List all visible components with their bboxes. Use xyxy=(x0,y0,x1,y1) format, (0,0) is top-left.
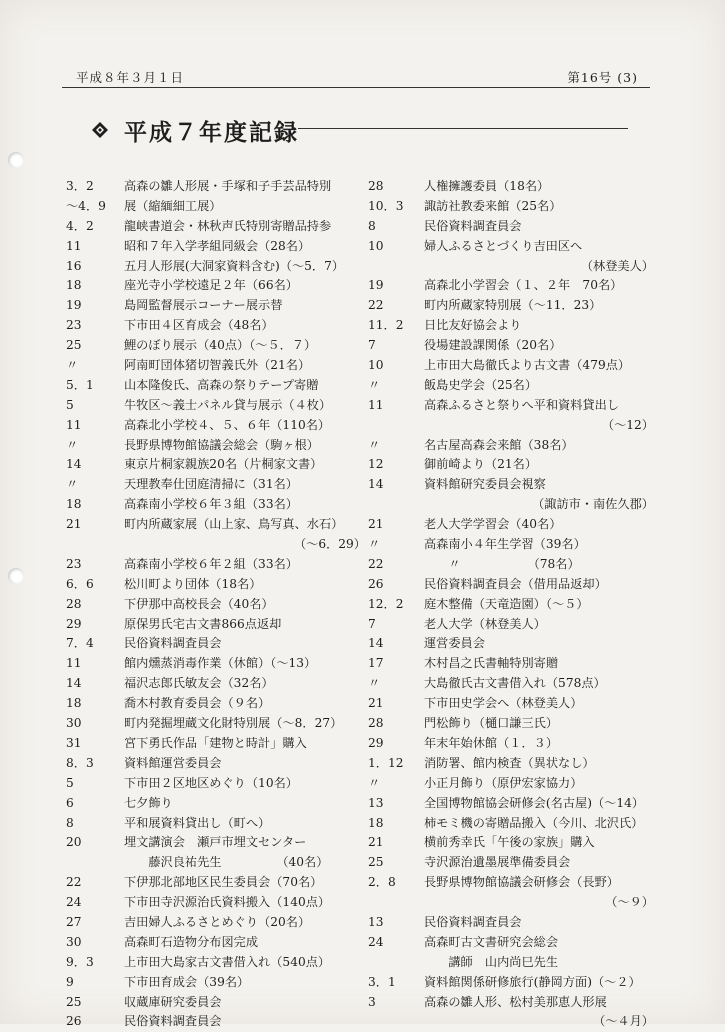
record-text: 島岡監督展示コーナー展示替 xyxy=(124,298,283,313)
record-entry xyxy=(66,555,366,575)
record-entry xyxy=(368,993,654,1013)
record-text: 婦人ふるさとづくり吉田区へ xyxy=(424,238,583,253)
record-text: 五月人形展(大洞家資料含む)（～5．7） xyxy=(124,258,345,273)
record-date: 3 xyxy=(368,994,376,1009)
binder-hole-icon xyxy=(8,568,24,584)
record-date: 8 xyxy=(66,815,74,830)
record-date: 7 xyxy=(368,616,376,631)
record-entry xyxy=(368,634,654,654)
record-date: 2．8 xyxy=(368,875,396,890)
record-text: 藤沢良祐先生 （40名） xyxy=(124,855,329,870)
record-date: 3．2 xyxy=(66,179,94,193)
record-text: 高森南小４年生学習（39名） xyxy=(424,537,586,552)
record-entry xyxy=(66,734,366,754)
record-date: 9．3 xyxy=(66,954,94,969)
record-entry xyxy=(368,177,654,197)
record-text: 庭木整備（天竜造園）（～５） xyxy=(424,596,589,611)
record-date: 21 xyxy=(368,696,384,711)
record-entry xyxy=(66,455,366,475)
record-entry xyxy=(368,416,654,436)
record-text: 御前崎より（21名） xyxy=(424,457,538,472)
record-text: 〃 （78名） xyxy=(424,556,580,571)
record-text: 民俗資料調査員会 xyxy=(424,218,522,233)
record-text: 高森町古文書研究会総会 xyxy=(424,934,559,949)
record-entry xyxy=(66,296,366,316)
record-text: 高森ふるさと祭りへ平和資料貸出し xyxy=(424,397,619,412)
record-date: 26 xyxy=(368,576,384,591)
record-text: 資料館運営委員会 xyxy=(124,755,222,770)
record-entry xyxy=(66,754,366,774)
record-date: 〃 xyxy=(66,358,79,373)
record-date: 9 xyxy=(66,974,74,989)
record-date: 18 xyxy=(66,278,82,293)
record-text: 下市田育成会（39名） xyxy=(124,974,250,989)
issue-date: 平成８年３月１日 xyxy=(76,70,185,85)
record-entry xyxy=(368,674,654,694)
record-text: 下市田４区育成会（48名） xyxy=(124,318,274,333)
record-text: 民俗資料調査員会 xyxy=(124,1014,222,1029)
record-date: 24 xyxy=(368,934,384,949)
record-text: 東京片桐家親族20名（片桐家文書） xyxy=(124,457,323,472)
record-entry xyxy=(66,416,366,436)
record-entry xyxy=(368,933,654,953)
record-text: 吉田婦人ふるさとめぐり（20名） xyxy=(124,914,311,929)
record-entry xyxy=(368,376,654,396)
record-date: 11．2 xyxy=(368,318,404,333)
record-text: 喬木村教育委員会（９名） xyxy=(124,696,271,711)
record-entry xyxy=(66,356,366,376)
record-date: 14 xyxy=(368,477,384,492)
record-text: 下市田寺沢源治氏資料搬入（140点） xyxy=(124,895,331,910)
record-date: 10．3 xyxy=(368,198,404,213)
record-entry xyxy=(66,1012,366,1032)
record-date: ～4．9 xyxy=(66,198,106,213)
record-text: 資料館研究委員会視察 xyxy=(424,477,546,492)
record-text: 諏訪社教委来館（25名） xyxy=(424,198,562,213)
record-date: 30 xyxy=(66,934,82,949)
record-entry xyxy=(66,873,366,893)
record-text: 名古屋高森会来館（38名） xyxy=(424,437,574,452)
record-entry xyxy=(368,555,654,575)
record-text: 原保男氏宅古文書866点返却 xyxy=(124,616,282,631)
record-entry xyxy=(66,774,366,794)
record-date: 25 xyxy=(368,855,384,870)
record-text: （～４月） xyxy=(593,1014,654,1029)
record-date: 〃 xyxy=(66,437,79,452)
record-text: 高森の雛人形展・手塚和子手芸品特別 xyxy=(124,179,332,193)
record-entry xyxy=(66,634,366,654)
record-text: 長野県博物館協議会総会（駒ヶ根） xyxy=(124,437,319,452)
record-date: 〃 xyxy=(66,477,79,492)
record-entry xyxy=(66,257,366,277)
record-date: 22 xyxy=(368,556,384,571)
header-rule xyxy=(62,87,650,88)
record-text: 役場建設課関係（20名） xyxy=(424,338,562,353)
record-text: 町内所蔵家特別展（～11．23） xyxy=(424,298,602,313)
record-entry xyxy=(368,296,654,316)
record-entry xyxy=(368,615,654,635)
record-entry xyxy=(368,734,654,754)
record-text: 座光寺小学校遠足２年（66名） xyxy=(124,278,298,293)
record-date: 17 xyxy=(368,656,384,671)
record-text: 高森北小学校４、５、６年（110名） xyxy=(124,417,331,432)
record-entry xyxy=(66,933,366,953)
record-entry xyxy=(368,654,654,674)
record-entry xyxy=(368,833,654,853)
record-text: 町内所蔵家展（山上家、鳥写真、水石） xyxy=(124,517,344,532)
record-date: 25 xyxy=(66,338,82,353)
record-text: 人権擁護委員（18名） xyxy=(424,179,550,193)
record-text: 資料館関係研修旅行(静岡方面)（～２） xyxy=(424,974,641,989)
record-entry xyxy=(66,495,366,515)
record-date: 14 xyxy=(66,457,82,472)
record-entry xyxy=(368,774,654,794)
record-entry xyxy=(66,794,366,814)
record-entry xyxy=(66,973,366,993)
record-text: 寺沢源治遺墨展準備委員会 xyxy=(424,855,571,870)
record-entry xyxy=(368,535,654,555)
record-entry xyxy=(66,893,366,913)
record-date: 25 xyxy=(66,994,82,1009)
record-text: 下市田２区地区めぐり（10名） xyxy=(124,775,298,790)
record-date: 1．12 xyxy=(368,755,404,770)
record-entry xyxy=(66,197,366,217)
record-entry xyxy=(66,475,366,495)
record-date: 5 xyxy=(66,775,74,790)
record-text: （～９） xyxy=(605,895,654,910)
record-text: 埋文講演会 瀬戸市埋文センター xyxy=(124,835,307,850)
record-date: 11 xyxy=(66,238,82,253)
record-text: 下伊那中高校長会（40名） xyxy=(124,596,274,611)
record-entry xyxy=(66,177,366,197)
record-entry xyxy=(368,217,654,237)
record-text: 年末年始休館（１．３） xyxy=(424,735,559,750)
record-date: 13 xyxy=(368,795,384,810)
diamond-bullet-icon xyxy=(92,122,108,138)
record-date: 16 xyxy=(66,258,82,273)
record-entry xyxy=(368,913,654,933)
record-date: 21 xyxy=(368,835,384,850)
record-date: 23 xyxy=(66,556,82,571)
record-entry xyxy=(368,873,654,893)
record-text: 民俗資料調査員会 xyxy=(424,914,522,929)
record-text: 昭和７年入学孝組同級会（28名） xyxy=(124,238,311,253)
record-date: 21 xyxy=(368,517,384,532)
record-date: 5．1 xyxy=(66,377,94,392)
record-entry xyxy=(368,257,654,277)
record-entry xyxy=(66,913,366,933)
record-entry xyxy=(368,814,654,834)
record-entry xyxy=(368,455,654,475)
record-date: 22 xyxy=(368,298,384,313)
record-entry xyxy=(66,376,366,396)
record-entry xyxy=(368,356,654,376)
record-entry xyxy=(368,237,654,257)
record-text: 横前秀幸氏「午後の家族」購入 xyxy=(424,835,595,850)
record-entry xyxy=(66,694,366,714)
record-date: 11 xyxy=(66,656,82,671)
record-text: 下市田史学会へ（林登美人） xyxy=(424,696,583,711)
record-date: 19 xyxy=(66,298,82,313)
record-date: 3．1 xyxy=(368,974,396,989)
record-entry xyxy=(368,694,654,714)
record-date: 6．6 xyxy=(66,576,94,591)
record-date: 〃 xyxy=(368,537,381,552)
record-date: 11 xyxy=(368,397,384,412)
record-entry xyxy=(368,575,654,595)
record-text: （林登美人） xyxy=(580,258,654,273)
record-date: 〃 xyxy=(368,437,381,452)
record-entry xyxy=(66,535,366,555)
record-text: （～12） xyxy=(601,417,654,432)
record-entry xyxy=(368,515,654,535)
record-text: 上市田大島徹氏より古文書（479点） xyxy=(424,358,631,373)
record-entry xyxy=(368,336,654,356)
record-entry xyxy=(66,316,366,336)
record-text: 全国博物館協会研修会(名古屋)（～14） xyxy=(424,795,645,810)
record-text: 牛牧区〜義士パネル貸与展示（４枚） xyxy=(124,397,332,412)
record-entry xyxy=(368,893,654,913)
record-text: 町内発掘埋蔵文化財特別展（～8．27） xyxy=(124,716,343,731)
record-text: 大島徹氏古文書借入れ（578点） xyxy=(424,676,606,691)
record-text: 上市田大島家古文書借入れ（540点） xyxy=(124,954,331,969)
record-text: 小正月飾り（原伊宏家協力） xyxy=(424,775,583,790)
record-text: 高森町石造物分布図完成 xyxy=(124,934,259,949)
record-date: 7 xyxy=(368,338,376,353)
record-text: 阿南町団体猪切智義氏外（21名） xyxy=(124,358,311,373)
record-date: 18 xyxy=(66,497,82,512)
record-entry xyxy=(368,197,654,217)
record-text: 高森南小学校６年２組（33名） xyxy=(124,556,298,571)
record-date: 〃 xyxy=(368,775,381,790)
record-text: 老人大学（林登美人） xyxy=(424,616,546,631)
record-entry xyxy=(368,953,654,973)
record-date: 19 xyxy=(368,278,384,293)
record-date: 31 xyxy=(66,735,82,750)
record-text: 平和展資料貸出し（町へ） xyxy=(124,815,271,830)
record-entry xyxy=(66,396,366,416)
record-date: 7．4 xyxy=(66,636,94,651)
issue-number: 第16号 (3) xyxy=(567,70,638,85)
record-text: 福沢志郎氏敏友会（32名） xyxy=(124,676,274,691)
record-entry xyxy=(66,654,366,674)
record-date: 18 xyxy=(368,815,384,830)
record-text: 天理教奉仕団庭清掃に（31名） xyxy=(124,477,298,492)
record-date: 8 xyxy=(368,218,376,233)
record-entry xyxy=(66,674,366,694)
record-date: 22 xyxy=(66,875,82,890)
record-text: （～6．29） xyxy=(293,537,366,552)
record-entry xyxy=(66,237,366,257)
record-entry xyxy=(66,515,366,535)
record-entry xyxy=(66,276,366,296)
record-date: 23 xyxy=(66,318,82,333)
record-date: 29 xyxy=(368,735,384,750)
record-entry xyxy=(368,436,654,456)
record-entry xyxy=(368,794,654,814)
record-entry xyxy=(368,316,654,336)
record-entry xyxy=(66,217,366,237)
record-text: 運営委員会 xyxy=(424,636,485,651)
record-list-left xyxy=(66,177,366,1032)
record-entry xyxy=(66,953,366,973)
record-text: 柿モミ機の寄贈品搬入（今川、北沢氏） xyxy=(424,815,644,830)
record-date: 11 xyxy=(66,417,82,432)
record-text: 高森南小学校６年３組（33名） xyxy=(124,497,298,512)
record-text: 長野県博物館協議会研修会（長野） xyxy=(424,875,619,890)
record-date: 20 xyxy=(66,835,82,850)
record-entry xyxy=(368,475,654,495)
record-text: 木村昌之氏書軸特別寄贈 xyxy=(424,656,559,671)
page-title: 平成７年度記録 xyxy=(124,120,299,146)
record-text: 山本隆俊氏、高森の祭りテープ寄贈 xyxy=(124,377,319,392)
record-entry xyxy=(368,973,654,993)
record-entry xyxy=(368,714,654,734)
record-date: 30 xyxy=(66,716,82,731)
record-text: 飯島史学会（25名） xyxy=(424,377,538,392)
record-date: 26 xyxy=(66,1014,82,1029)
record-list-right xyxy=(368,177,654,1032)
record-date: 24 xyxy=(66,895,82,910)
record-date: 28 xyxy=(66,596,82,611)
record-text: 宮下勇氏作品「建物と時計」購入 xyxy=(124,735,307,750)
record-entry xyxy=(66,575,366,595)
record-date: 13 xyxy=(368,914,384,929)
record-date: 10 xyxy=(368,358,384,373)
record-text: 収蔵庫研究委員会 xyxy=(124,994,222,1009)
record-text: 門松飾り（樋口謙三氏） xyxy=(424,716,559,731)
record-date: 29 xyxy=(66,616,82,631)
record-text: 消防署、館内検査（異状なし） xyxy=(424,755,595,770)
record-entry xyxy=(66,595,366,615)
record-entry xyxy=(66,615,366,635)
record-text: 鯉のぼり展示（40点）（～５．７） xyxy=(124,338,317,353)
title-underline xyxy=(298,128,628,129)
record-entry xyxy=(368,495,654,515)
record-text: 展（縮緬細工展） xyxy=(124,198,222,213)
record-text: 松川町より団体（18名） xyxy=(124,576,262,591)
record-entry xyxy=(368,754,654,774)
record-entry xyxy=(66,436,366,456)
binder-hole-icon xyxy=(8,152,24,168)
record-entry xyxy=(66,336,366,356)
record-date: 〃 xyxy=(368,377,381,392)
record-entry xyxy=(368,276,654,296)
record-entry xyxy=(66,853,366,873)
record-date: 14 xyxy=(66,676,82,691)
record-entry xyxy=(368,595,654,615)
record-entry xyxy=(66,833,366,853)
record-entry xyxy=(66,993,366,1013)
page-header xyxy=(62,66,650,88)
record-text: 館内燻蒸消毒作業（休館）（～13） xyxy=(124,656,317,671)
record-date: 18 xyxy=(66,696,82,711)
record-date: 21 xyxy=(66,517,82,532)
record-entry xyxy=(368,1012,654,1032)
record-date: 8．3 xyxy=(66,755,94,770)
record-date: 6 xyxy=(66,795,74,810)
record-date: 12 xyxy=(368,457,384,472)
record-date: 4．2 xyxy=(66,218,94,233)
record-entry xyxy=(368,853,654,873)
record-date: 〃 xyxy=(368,676,381,691)
record-date: 5 xyxy=(66,397,74,412)
record-text: 龍峡書道会・林秋声氏特別寄贈品持参 xyxy=(124,218,332,233)
record-text: 高森北小学習会（１、２年 70名） xyxy=(424,278,623,293)
record-text: 講師 山内尚巳先生 xyxy=(424,954,559,969)
record-text: 下伊那北部地区民生委員会（70名） xyxy=(124,875,323,890)
record-date: 28 xyxy=(368,716,384,731)
record-text: 高森の雛人形、松村美那恵人形展 xyxy=(424,994,607,1009)
record-entry xyxy=(66,814,366,834)
record-text: 民俗資料調査員会 xyxy=(124,636,222,651)
record-date: 10 xyxy=(368,238,384,253)
record-text: 日比友好協会より xyxy=(424,318,522,333)
record-date: 28 xyxy=(368,179,384,193)
record-date: 27 xyxy=(66,914,82,929)
record-text: 民俗資料調査員会（借用品返却） xyxy=(424,576,607,591)
record-date: 12．2 xyxy=(368,596,404,611)
record-entry xyxy=(66,714,366,734)
record-text: 老人大学学習会（40名） xyxy=(424,517,562,532)
record-date: 14 xyxy=(368,636,384,651)
record-entry xyxy=(368,396,654,416)
record-text: （諏訪市・南佐久郡） xyxy=(532,497,654,512)
record-text: 七夕飾り xyxy=(124,795,173,810)
